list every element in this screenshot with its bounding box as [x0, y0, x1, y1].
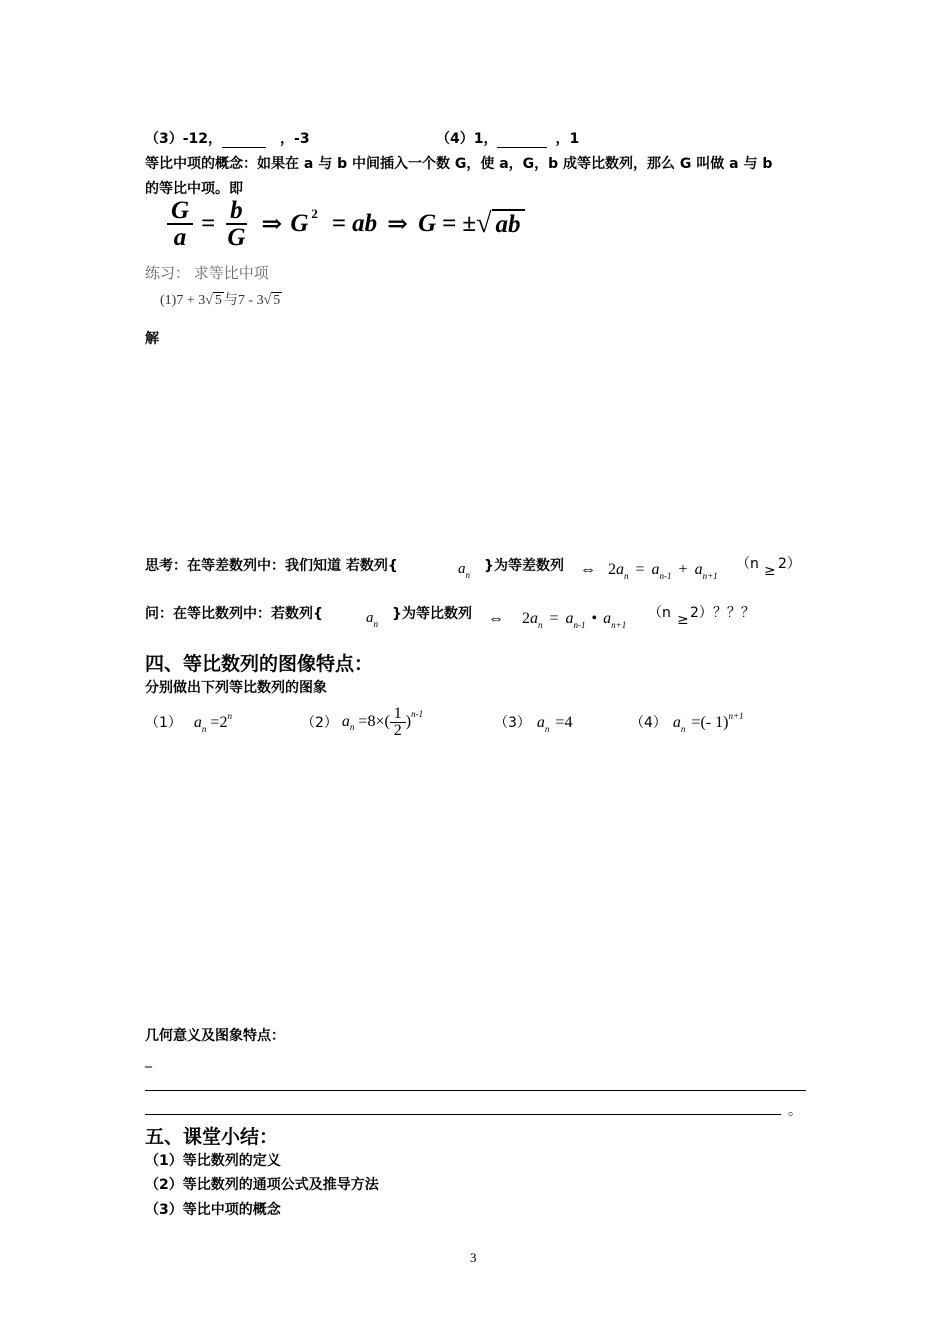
concept-line-2: 的等比中项。即	[145, 181, 243, 197]
geometry-label: 几何意义及图象特点：	[145, 1028, 285, 1044]
ask-text-2: }为等比数列	[392, 606, 472, 622]
sequence-item-2: （2） a n =8×( $\frac{1}{2}$ ) n-1	[301, 704, 424, 739]
geometric-condition: ⇔ $2a_n = a_{n-1}$ • $a_{n+1}$	[488, 610, 627, 630]
solution-label: 解	[145, 331, 159, 347]
question-4: （4）1， ，1	[436, 131, 580, 147]
summary-item-2: （2）等比数列的通项公式及推导方法	[145, 1177, 379, 1193]
summary-item-3: （3）等比中项的概念	[145, 1202, 281, 1218]
section-4-heading: 四、等比数列的图像特点：	[145, 653, 374, 675]
answer-blank[interactable]	[497, 133, 547, 148]
sequence-item-4: （4） $a_n$ =(- 1)$^{n+1}$	[630, 711, 744, 734]
arithmetic-condition: ⇔ $2a_n = a_{n-1} + a_{n+1}$	[580, 561, 718, 581]
ge-symbol: ≥	[764, 563, 776, 579]
summary-item-1: （1）等比数列的定义	[145, 1153, 281, 1169]
answer-blank[interactable]	[222, 133, 266, 148]
page-number: 3	[470, 1250, 477, 1265]
sequence-item-1: （1） $a_n =2^n$	[145, 711, 232, 734]
condition: （n	[648, 605, 671, 621]
think-text-2: }为等差数列	[484, 558, 564, 574]
dash-mark: _	[145, 1052, 152, 1068]
ask-text: 问：在等比数列中：若数列{	[145, 606, 323, 622]
condition-close: 2）	[778, 556, 801, 572]
exercise-title: 练习： 求等比中项	[145, 266, 269, 282]
exercise-item-1: (1)7 + 3√ 5 与7 - 3√ 5	[160, 293, 281, 308]
period: 。	[788, 1103, 802, 1119]
answer-line-1[interactable]	[145, 1090, 806, 1091]
geometric-mean-formula: $\frac{G}{a}$ = $\frac{b}{G}$ ⇒ G 2 = ab ⇒ G = ± √ ab	[163, 199, 525, 249]
condition: （n	[736, 556, 759, 572]
section-5-heading: 五、课堂小结：	[145, 1126, 279, 1148]
think-text: 思考：在等差数列中：我们知道 若数列{	[145, 558, 398, 574]
sequence-item-3: （3） $a_n =4$	[494, 714, 573, 734]
ge-symbol: ≥	[677, 612, 689, 628]
sequence-term: $a_n$	[458, 561, 470, 580]
answer-line-2[interactable]	[145, 1114, 781, 1115]
question-3: （3）-12， ，-3	[145, 131, 310, 147]
sequence-term: $a_n$	[366, 610, 378, 629]
concept-line-1: 等比中项的概念：如果在 a 与 b 中间插入一个数 G，使 a，G，b 成等比数列，那么 G 叫做 a 与 b	[145, 156, 773, 172]
condition-close: 2）？？？	[690, 605, 755, 621]
section-4-subtitle: 分别做出下列等比数列的图象	[145, 680, 327, 696]
